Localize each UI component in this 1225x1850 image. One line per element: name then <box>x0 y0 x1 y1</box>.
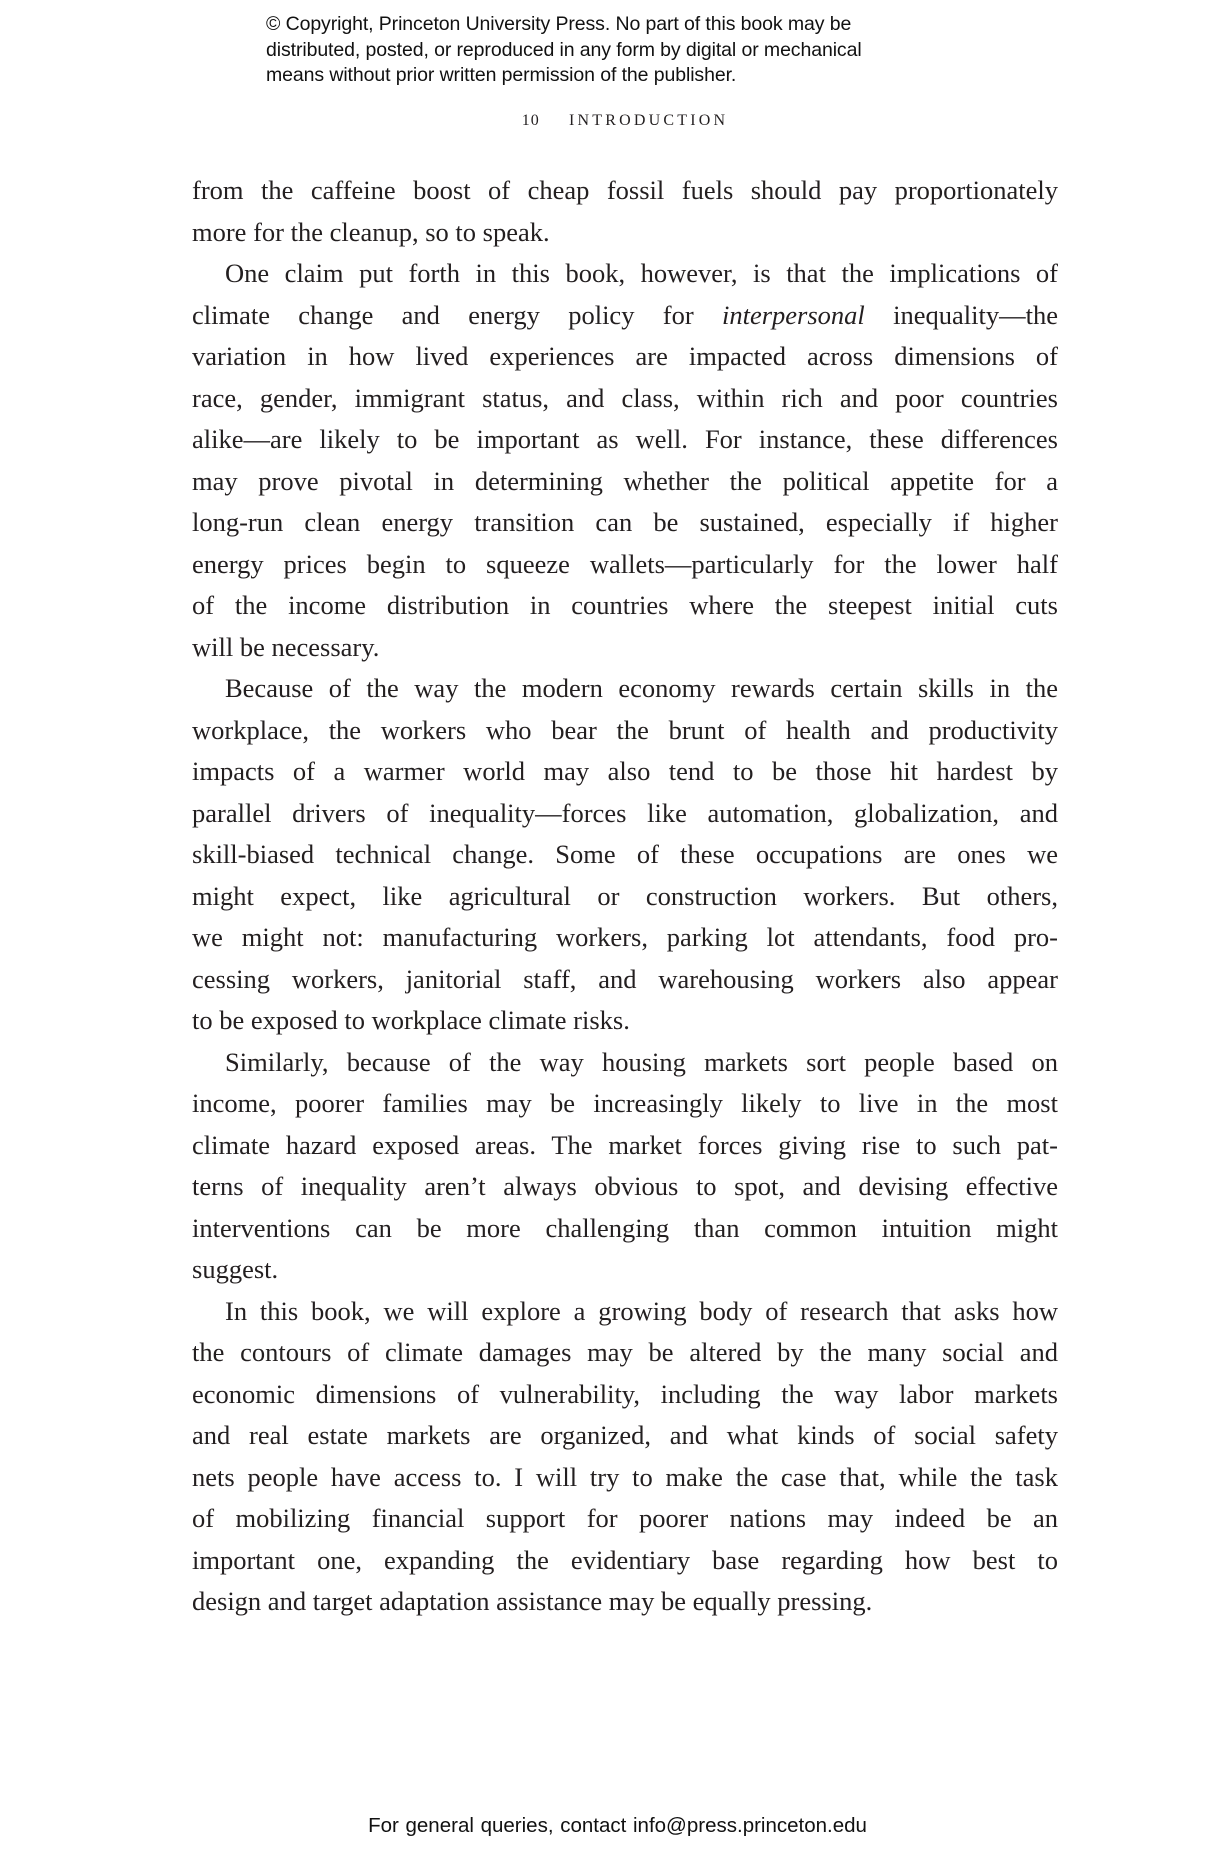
paragraph <box>192 668 1058 1042</box>
text-line: One claim put forth in this book, however, is that the implications of <box>225 258 1058 288</box>
text-line: terns of inequality aren’t always obvious to spot, and devising effective <box>192 1171 1058 1201</box>
text-line: more for the cleanup, so to speak. <box>192 216 550 247</box>
body-text <box>192 170 1058 1623</box>
text-line: climate hazard exposed areas. The market forces giving rise to such pat- <box>192 1129 1058 1160</box>
emphasis-text: interpersonal <box>722 299 865 330</box>
text-line: suggest. <box>192 1254 279 1284</box>
text-line: to be exposed to workplace climate risks. <box>192 1005 630 1035</box>
text-line: from the caffeine boost of cheap fossil fuels should pay proportionately <box>192 175 1058 205</box>
copyright-line: means without prior written permission of the publisher. <box>266 64 737 86</box>
paragraph <box>192 1042 1058 1291</box>
text-line: interventions can be more challenging than common intuition might <box>192 1212 1058 1243</box>
text-line: economic dimensions of vulnerability, including the way labor markets <box>192 1378 1058 1409</box>
text-line: long-run clean energy transition can be sustained, especially if higher <box>192 507 1058 537</box>
text-line: In this book, we will explore a growing body of research that asks how <box>225 1295 1058 1326</box>
copyright-line: distributed, posted, or reproduced in any form by digital or mechanical <box>266 38 862 61</box>
page-number: 10 <box>521 112 540 129</box>
text-line: energy prices begin to squeeze wallets—particularly for the lower half <box>192 548 1058 579</box>
text-run: climate change and energy policy for <box>192 299 722 330</box>
text-line: may prove pivotal in determining whether the political appetite for a <box>192 465 1058 496</box>
text-line: of mobilizing financial support for poorer nations may indeed be an <box>192 1503 1058 1533</box>
text-line: parallel drivers of inequality—forces like automation, globalization, and <box>192 797 1058 828</box>
text-line: cessing workers, janitorial staff, and warehousing workers also appear <box>192 963 1058 994</box>
section-title: INTRODUCTION <box>568 112 729 129</box>
paragraph <box>192 170 1058 253</box>
text-line: alike—are likely to be important as well. For instance, these differences <box>192 424 1058 454</box>
running-head <box>0 112 1225 130</box>
text-line: and real estate markets are organized, and what kinds of social safety <box>192 1420 1058 1450</box>
text-line: the contours of climate damages may be altered by the many social and <box>192 1337 1058 1367</box>
text-line: Similarly, because of the way housing markets sort people based on <box>225 1046 1058 1077</box>
text-line: variation in how lived experiences are impacted across dimensions of <box>192 341 1058 371</box>
text-line: Because of the way the modern economy rewards certain skills in the <box>225 673 1058 703</box>
text-line: design and target adaptation assistance may be equally pressing. <box>192 1586 873 1616</box>
paragraph <box>192 253 1058 668</box>
text-line: of the income distribution in countries where the steepest initial cuts <box>192 590 1058 620</box>
text-line: might expect, like agricultural or construction workers. But others, <box>192 880 1058 911</box>
text-line: we might not: manufacturing workers, parking lot attendants, food pro- <box>192 922 1058 952</box>
copyright-line: © Copyright, Princeton University Press. No part of this book may be <box>266 13 852 35</box>
text-line <box>192 295 1058 337</box>
footer-contact: For general queries, contact info@press.princeton.edu <box>368 1814 867 1837</box>
text-line: race, gender, immigrant status, and class, within rich and poor countries <box>192 382 1058 413</box>
paragraph <box>192 1291 1058 1623</box>
copyright-notice <box>266 12 986 89</box>
text-line: income, poorer families may be increasingly likely to live in the most <box>192 1088 1058 1118</box>
text-line: important one, expanding the evidentiary base regarding how best to <box>192 1544 1058 1575</box>
text-line: nets people have access to. I will try to make the case that, while the task <box>192 1461 1058 1492</box>
text-line: skill-biased technical change. Some of these occupations are ones we <box>192 839 1058 869</box>
text-line: will be necessary. <box>192 631 380 662</box>
text-run: inequality—the <box>864 299 1058 330</box>
text-line: impacts of a warmer world may also tend to be those hit hardest by <box>192 756 1058 786</box>
text-line: workplace, the workers who bear the brunt of health and productivity <box>192 714 1058 745</box>
